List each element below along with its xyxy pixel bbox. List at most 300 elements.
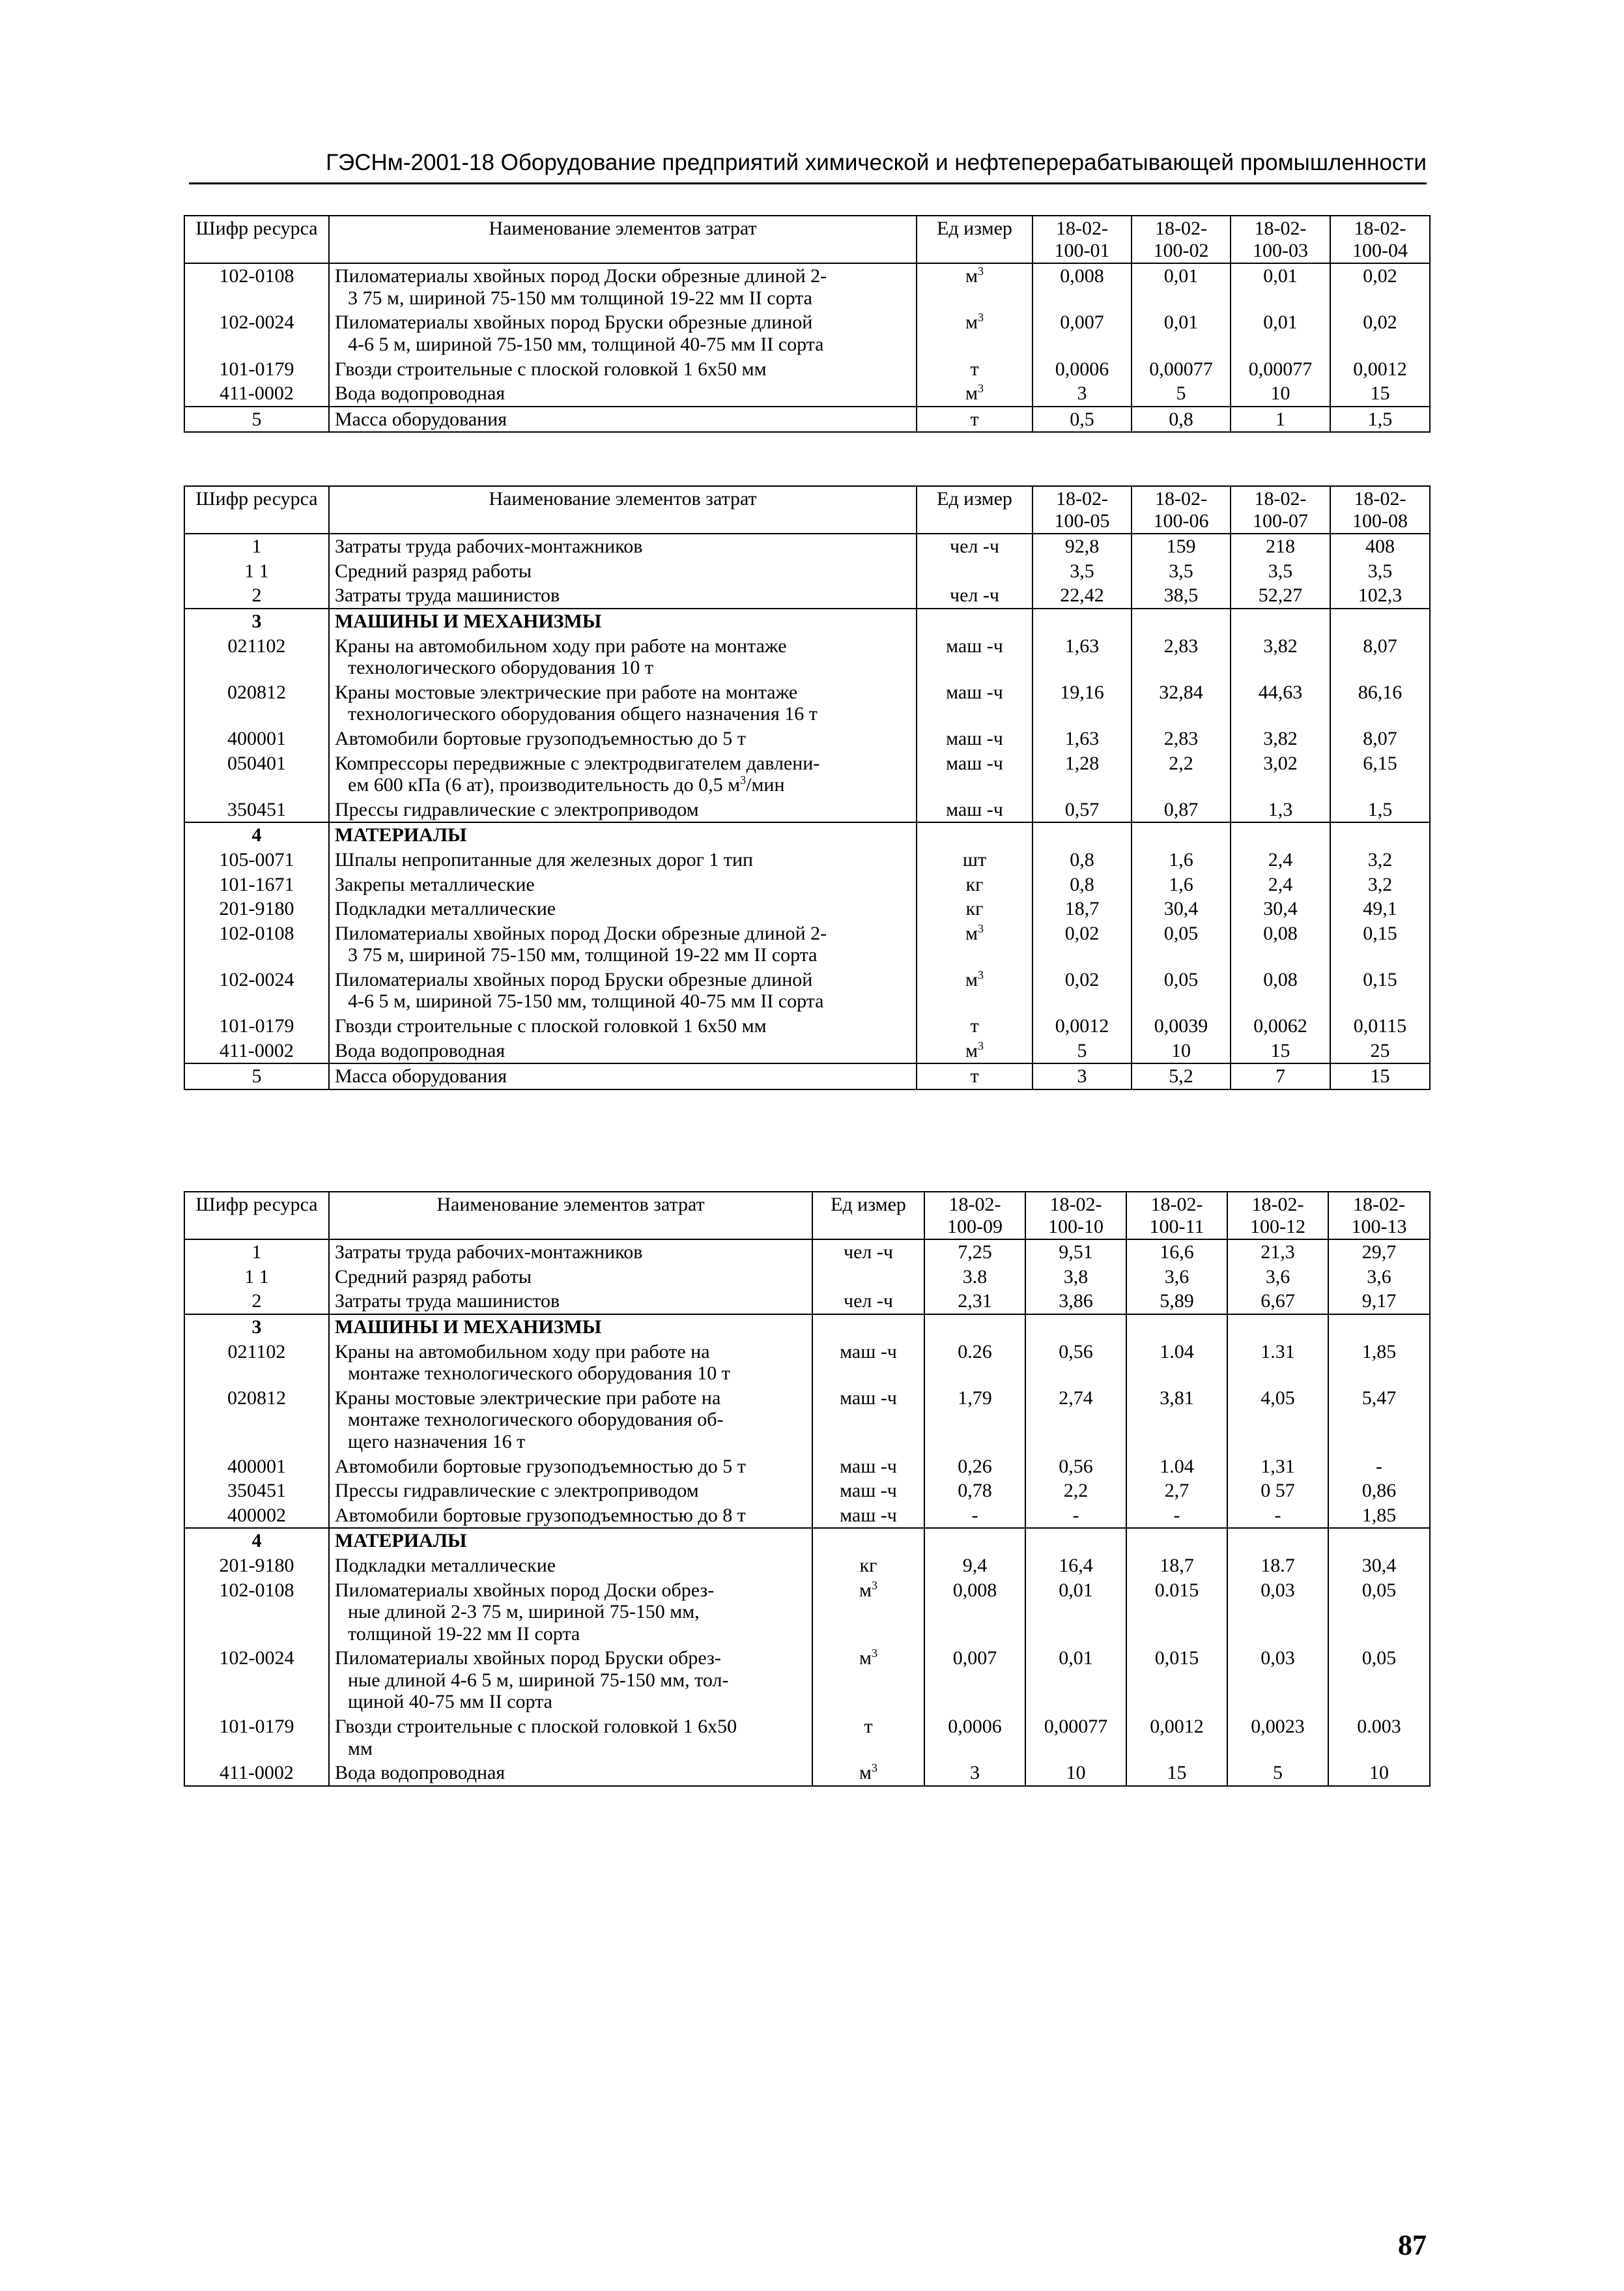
norm-value: 0 57 [1227,1478,1328,1503]
unit: чел -ч [812,1239,924,1265]
norm-value: 19,16 [1033,680,1132,727]
norm-value: 3,5 [1330,559,1430,584]
table-row [184,1314,1430,1340]
cost-element-name [329,357,917,382]
table-row [184,1578,1430,1647]
norm-value: 2,83 [1132,634,1231,680]
cost-element-name [329,609,917,634]
cost-element-name-line: Прессы гидравлические с электроприводом [335,798,699,820]
norm-value: 3,2 [1330,872,1430,897]
cost-element-name-line: МАТЕРИАЛЫ [335,1530,467,1552]
cost-element-name-line: Затраты труда рабочих-монтажников [335,536,643,558]
norm-value: 0,15 [1330,968,1430,1014]
cost-element-name [329,1503,812,1529]
header-norm-code-part: 100-12 [1250,1215,1305,1237]
resource-code: 021102 [184,634,329,680]
table-row [184,798,1430,823]
unit: маш -ч [917,798,1033,823]
norm-value: 0,02 [1033,968,1132,1014]
resource-code: 201-9180 [184,897,329,921]
norm-value: 1,63 [1033,727,1132,751]
header-norm-code [1126,1192,1227,1239]
norm-value: 0,008 [1033,263,1132,310]
norm-value: 3,2 [1330,848,1430,872]
norm-value: 0,0115 [1330,1014,1430,1039]
norm-value: 1,31 [1227,1454,1328,1479]
unit [812,1528,924,1553]
unit: маш -ч [917,751,1033,798]
cost-element-name-line: Автомобили бортовые грузоподъемностью до 8 т [335,1504,746,1526]
resource-code: 105-0071 [184,848,329,872]
header-unit: Ед измер [917,486,1033,534]
resource-code: 1 [184,534,329,559]
norm-value: 5 [1132,381,1231,407]
norm-value: 5 [1227,1761,1328,1786]
resource-code: 350451 [184,1478,329,1503]
table-row [184,872,1430,897]
resource-code: 2 [184,1289,329,1314]
resource-code: 050401 [184,751,329,798]
norm-value: 21,3 [1227,1239,1328,1265]
cost-element-name [329,1314,812,1340]
unit: $м^3$ [812,1761,924,1786]
header-norm-code-part: 100-03 [1253,239,1308,261]
unit: т [917,357,1033,382]
norm-value: - [1328,1454,1430,1479]
table-row [184,1646,1430,1714]
table-row [184,1289,1430,1314]
norm-value: 1,85 [1328,1503,1430,1529]
norm-value: 0,8 [1033,872,1132,897]
cost-element-name-line: Гвозди строительные с плоской головкой 1 6х50 мм [335,1015,767,1037]
norm-value: 0,86 [1328,1478,1430,1503]
header-norm-code-part: 18-02- [1150,1194,1203,1215]
norm-value: 3,81 [1126,1386,1227,1454]
header-norm-code-part: 100-01 [1054,239,1110,261]
norm-value: 3,6 [1227,1265,1328,1290]
table-row [184,751,1430,798]
norm-value: 32,84 [1132,680,1231,727]
cost-element-name [329,1646,812,1714]
cost-element-name [329,921,917,968]
cost-element-name [329,1454,812,1479]
cost-element-name [329,1478,812,1503]
header-resource-code: Шифр ресурса [184,486,329,534]
header-norm-code-part: 18-02- [948,1194,1001,1215]
table-row [184,1386,1430,1454]
header-norm-code-part: 18-02- [1254,488,1307,510]
norm-value: 0,05 [1132,921,1231,968]
cost-element-name-line: ные длиной 2-3 75 м, шириной 75-150 мм, [348,1601,700,1623]
cost-element-name-line: Масса оборудования [335,408,507,430]
table-row [184,583,1430,609]
cost-element-name-line: 4-6 5 м, шириной 75-150 мм, толщиной 40-75 мм II сорта [348,990,824,1013]
norm-value: 1.04 [1126,1340,1227,1386]
header-norm-code-part: 18-02- [1251,1194,1304,1215]
table-row [184,1063,1430,1089]
norm-value [1132,609,1231,634]
norm-value: 38,5 [1132,583,1231,609]
norm-value: 16,6 [1126,1239,1227,1265]
unit: $м^3$ [812,1578,924,1647]
norm-value: 0,87 [1132,798,1231,823]
resource-code: 411-0002 [184,381,329,407]
cost-element-name [329,1340,812,1386]
cost-element-name-line: МАШИНЫ И МЕХАНИЗМЫ [335,1316,602,1338]
cost-element-name [329,1239,812,1265]
table-row [184,357,1430,382]
table-row [184,1039,1430,1064]
norm-value: 29,7 [1328,1239,1430,1265]
norm-value: 30,4 [1328,1553,1430,1578]
header-norm-code [1132,486,1231,534]
norm-value: 18.7 [1227,1553,1328,1578]
table-row [184,534,1430,559]
norm-value: 1,63 [1033,634,1132,680]
table-row [184,1340,1430,1386]
norm-value: - [924,1503,1025,1529]
resource-code: 102-0024 [184,968,329,1014]
table-row [184,968,1430,1014]
header-norm-code [1231,486,1330,534]
unit: шт [917,848,1033,872]
cost-element-name-line: монтаже технологического оборудования об- [348,1409,724,1431]
norm-value: 0,007 [924,1646,1025,1714]
norm-value: 0,008 [924,1578,1025,1647]
norm-value: 0,02 [1330,310,1430,356]
resource-table-1 [184,215,1431,433]
cost-element-name [329,1063,917,1089]
norm-value: 10 [1231,381,1330,407]
norm-value: 3 [924,1761,1025,1786]
norm-value: 0,05 [1132,968,1231,1014]
table-row [184,1478,1430,1503]
unit: маш -ч [812,1340,924,1386]
norm-value [1231,822,1330,848]
norm-value: 10 [1328,1761,1430,1786]
header-norm-code-part: 100-13 [1351,1215,1407,1237]
unit: т [917,1014,1033,1039]
resource-code: 102-0024 [184,310,329,356]
header-norm-code [1025,1192,1126,1239]
norm-value: 1,6 [1132,848,1231,872]
resource-code: 101-0179 [184,1714,329,1761]
resource-code: 1 1 [184,559,329,584]
cost-element-name-line: мм [348,1737,373,1759]
norm-value: 5,47 [1328,1386,1430,1454]
cost-element-name-line: 3 75 м, шириной 75-150 мм, толщиной 19-22 мм II сорта [348,944,818,966]
cost-element-name-line: Гвозди строительные с плоской головкой 1 6х50 [335,1716,737,1738]
resource-code: 102-0108 [184,921,329,968]
norm-value: 1,79 [924,1386,1025,1454]
cost-element-name-line: Вода водопроводная [335,382,506,405]
unit: $м^3$ [917,310,1033,356]
table-row [184,381,1430,407]
table-row [184,1014,1430,1039]
norm-value: 10 [1025,1761,1126,1786]
norm-value: 0,0006 [1033,357,1132,382]
norm-value: 1.04 [1126,1454,1227,1479]
table-row [184,921,1430,968]
unit: маш -ч [917,634,1033,680]
unit: т [812,1714,924,1761]
norm-value: 0,8 [1033,848,1132,872]
norm-value: 9,51 [1025,1239,1126,1265]
norm-value: 9,4 [924,1553,1025,1578]
unit: кг [917,897,1033,921]
norm-value [1033,609,1132,634]
table-row [184,634,1430,680]
norm-value: 7 [1231,1063,1330,1089]
norm-value: 0,78 [924,1478,1025,1503]
header-norm-code-part: 18-02- [1056,218,1108,239]
resource-code: 400002 [184,1503,329,1529]
header-norm-code [1231,216,1330,263]
cost-element-name [329,1578,812,1647]
norm-value: 1.31 [1227,1340,1328,1386]
cost-element-name-line: Шпалы непропитанные для железных дорог 1 тип [335,848,754,871]
header-norm-code-part: 100-10 [1048,1215,1104,1237]
cost-element-name-line: Средний разряд работы [335,1265,532,1288]
norm-value [1328,1314,1430,1340]
cost-element-name-line: Прессы гидравлические с электроприводом [335,1480,699,1502]
cost-element-name [329,1714,812,1761]
header-norm-code-part: 18-02- [1354,218,1406,239]
cost-element-name-line: Затраты труда машинистов [335,584,560,607]
norm-value: 2,7 [1126,1478,1227,1503]
norm-value: 0.26 [924,1340,1025,1386]
norm-value [924,1314,1025,1340]
header-rule [189,182,1427,184]
header-norm-code-part: 18-02- [1155,488,1207,510]
cost-element-name [329,1386,812,1454]
cost-element-name-line: Средний разряд работы [335,560,532,582]
norm-value: 2,74 [1025,1386,1126,1454]
table-row [184,1503,1430,1529]
norm-value [1227,1314,1328,1340]
norm-value: 52,27 [1231,583,1330,609]
header-norm-code [1330,216,1430,263]
norm-value: - [1227,1503,1328,1529]
norm-value: 2,4 [1231,872,1330,897]
cost-element-name-line: 3 75 м, шириной 75-150 мм толщиной 19-22 мм II сорта [348,287,812,309]
norm-value: 7,25 [924,1239,1025,1265]
running-header: ГЭСНм-2001-18 Оборудование предприятий химической и нефтеперерабатывающей промышленности [326,150,1427,175]
header-norm-code-part: 100-06 [1153,510,1209,532]
norm-value [1126,1528,1227,1553]
norm-value: 4,05 [1227,1386,1328,1454]
header-unit: Ед измер [812,1192,924,1239]
resource-code: 350451 [184,798,329,823]
norm-value [1025,1528,1126,1553]
cost-element-name [329,872,917,897]
unit [917,559,1033,584]
cost-element-name-line: толщиной 19-22 мм II сорта [348,1622,580,1645]
norm-value: 2,2 [1132,751,1231,798]
norm-value: 159 [1132,534,1231,559]
table-row [184,1454,1430,1479]
norm-value: 2,2 [1025,1478,1126,1503]
norm-value: 3,82 [1231,634,1330,680]
unit: чел -ч [812,1289,924,1314]
unit: маш -ч [812,1503,924,1529]
norm-value: 8,07 [1330,634,1430,680]
header-cost-element-name: Наименование элементов затрат [329,486,917,534]
norm-value: 408 [1330,534,1430,559]
cost-element-name-line: Пиломатериалы хвойных пород Доски обрезные длиной 2- [335,922,827,944]
cost-element-name [329,381,917,407]
cost-element-name [329,798,917,823]
header-norm-code-part: 18-02- [1056,488,1108,510]
norm-value: 0,08 [1231,921,1330,968]
cost-element-name-line: Масса оборудования [335,1065,507,1088]
resource-code: 411-0002 [184,1761,329,1786]
norm-value: 3,02 [1231,751,1330,798]
norm-value: 0,0012 [1033,1014,1132,1039]
resource-code: 3 [184,1314,329,1340]
norm-value: 3,5 [1132,559,1231,584]
norm-value: 15 [1330,1063,1430,1089]
cost-element-name-line: Краны мостовые электрические при работе на монтаже [335,681,798,703]
norm-value: 44,63 [1231,680,1330,727]
norm-value: 0,01 [1025,1578,1126,1647]
header-norm-code-part: 18-02- [1353,1194,1405,1215]
header-norm-code-part: 100-05 [1054,510,1110,532]
norm-value: 0,00077 [1025,1714,1126,1761]
norm-value [1328,1528,1430,1553]
norm-value: 15 [1330,381,1430,407]
unit: маш -ч [812,1478,924,1503]
norm-value: 0,00077 [1132,357,1231,382]
norm-value: 3,82 [1231,727,1330,751]
cost-element-name [329,1553,812,1578]
norm-value: 0,26 [924,1454,1025,1479]
cost-element-name-line: Пиломатериалы хвойных пород Доски обрез- [335,1579,715,1601]
resource-code: 400001 [184,727,329,751]
cost-element-name-line: монтаже технологического оборудования 10 т [348,1362,730,1385]
table-header-row [184,1192,1430,1239]
norm-value: 0,02 [1033,921,1132,968]
table-row [184,848,1430,872]
table-row [184,609,1430,634]
norm-value: 5,89 [1126,1289,1227,1314]
resource-code: 4 [184,1528,329,1553]
unit: $м^3$ [812,1646,924,1714]
norm-value: 86,16 [1330,680,1430,727]
cost-element-name [329,680,917,727]
header-norm-code-part: 18-02- [1155,218,1207,239]
unit: т [917,407,1033,433]
resource-code: 101-0179 [184,1014,329,1039]
table-row [184,1714,1430,1761]
header-norm-code [1330,486,1430,534]
norm-value: 2,83 [1132,727,1231,751]
norm-value: 0.015 [1126,1578,1227,1647]
norm-value: 0,0023 [1227,1714,1328,1761]
norm-value: 0,0006 [924,1714,1025,1761]
norm-value: 15 [1231,1039,1330,1064]
norm-value: 0,8 [1132,407,1231,433]
cost-element-name [329,1014,917,1039]
table-row [184,1761,1430,1786]
table-row [184,727,1430,751]
norm-value: 30,4 [1231,897,1330,921]
unit: $м^3$ [917,921,1033,968]
resource-code: 4 [184,822,329,848]
resource-code: 102-0108 [184,1578,329,1647]
resource-code: 021102 [184,1340,329,1386]
cost-element-name-line: Пиломатериалы хвойных пород Бруски обрез- [335,1647,721,1669]
norm-value: 2,4 [1231,848,1330,872]
cost-element-name [329,1761,812,1786]
cost-element-name [329,310,917,356]
resource-code: 1 1 [184,1265,329,1290]
cost-element-name-line: МАТЕРИАЛЫ [335,824,467,846]
resource-code: 101-0179 [184,357,329,382]
cost-element-name-line: Вода водопроводная [335,1039,506,1061]
norm-value: 0,0062 [1231,1014,1330,1039]
cost-element-name-line: Краны на автомобильном ходу при работе на монтаже [335,635,787,657]
table-row [184,1239,1430,1265]
norm-value: 0,5 [1033,407,1132,433]
norm-value: - [1025,1503,1126,1529]
header-norm-code [924,1192,1025,1239]
cost-element-name [329,534,917,559]
header-resource-code: Шифр ресурса [184,1192,329,1239]
header-norm-code-part: 100-02 [1153,239,1209,261]
cost-element-name-line: Пиломатериалы хвойных пород Бруски обрезные длиной [335,968,813,990]
header-norm-code-part: 18-02- [1254,218,1307,239]
cost-element-name-line: Гвозди строительные с плоской головкой 1 6х50 мм [335,358,767,380]
table-header-row [184,486,1430,534]
cost-element-name-line: Пиломатериалы хвойных пород Бруски обрезные длиной [335,311,813,334]
table-header-row [184,216,1430,263]
resource-code: 102-0024 [184,1646,329,1714]
norm-value: 0,015 [1126,1646,1227,1714]
norm-value: 18,7 [1126,1553,1227,1578]
norm-value: 5 [1033,1039,1132,1064]
unit: кг [917,872,1033,897]
header-norm-code [1033,486,1132,534]
norm-value: 0,0039 [1132,1014,1231,1039]
cost-element-name-line: щего назначения 16 т [348,1430,526,1452]
cost-element-name-line: технологического оборудования общего назначения 16 т [348,703,818,725]
page-number: 87 [1398,2229,1427,2261]
norm-value [1132,822,1231,848]
norm-value: 218 [1231,534,1330,559]
norm-value: 1,5 [1330,407,1430,433]
norm-value: 0,02 [1330,263,1430,310]
cost-element-name-line: Краны на автомобильном ходу при работе на [335,1340,710,1362]
resource-table-3 [184,1191,1431,1787]
norm-value: 0,01 [1231,263,1330,310]
header-norm-code [1033,216,1132,263]
header-norm-code [1328,1192,1430,1239]
norm-value: 0.003 [1328,1714,1430,1761]
norm-value: 0,0012 [1330,357,1430,382]
resource-code: 101-1671 [184,872,329,897]
header-norm-code-part: 100-09 [947,1215,1003,1237]
header-norm-code-part: 100-07 [1253,510,1308,532]
cost-element-name [329,848,917,872]
unit [812,1265,924,1290]
resource-code: 411-0002 [184,1039,329,1064]
header-norm-code-part: 18-02- [1049,1194,1102,1215]
cost-element-name-line: Автомобили бортовые грузоподъемностью до 5 т [335,727,746,749]
norm-value [1126,1314,1227,1340]
norm-value: 3,5 [1033,559,1132,584]
norm-value: 22,42 [1033,583,1132,609]
